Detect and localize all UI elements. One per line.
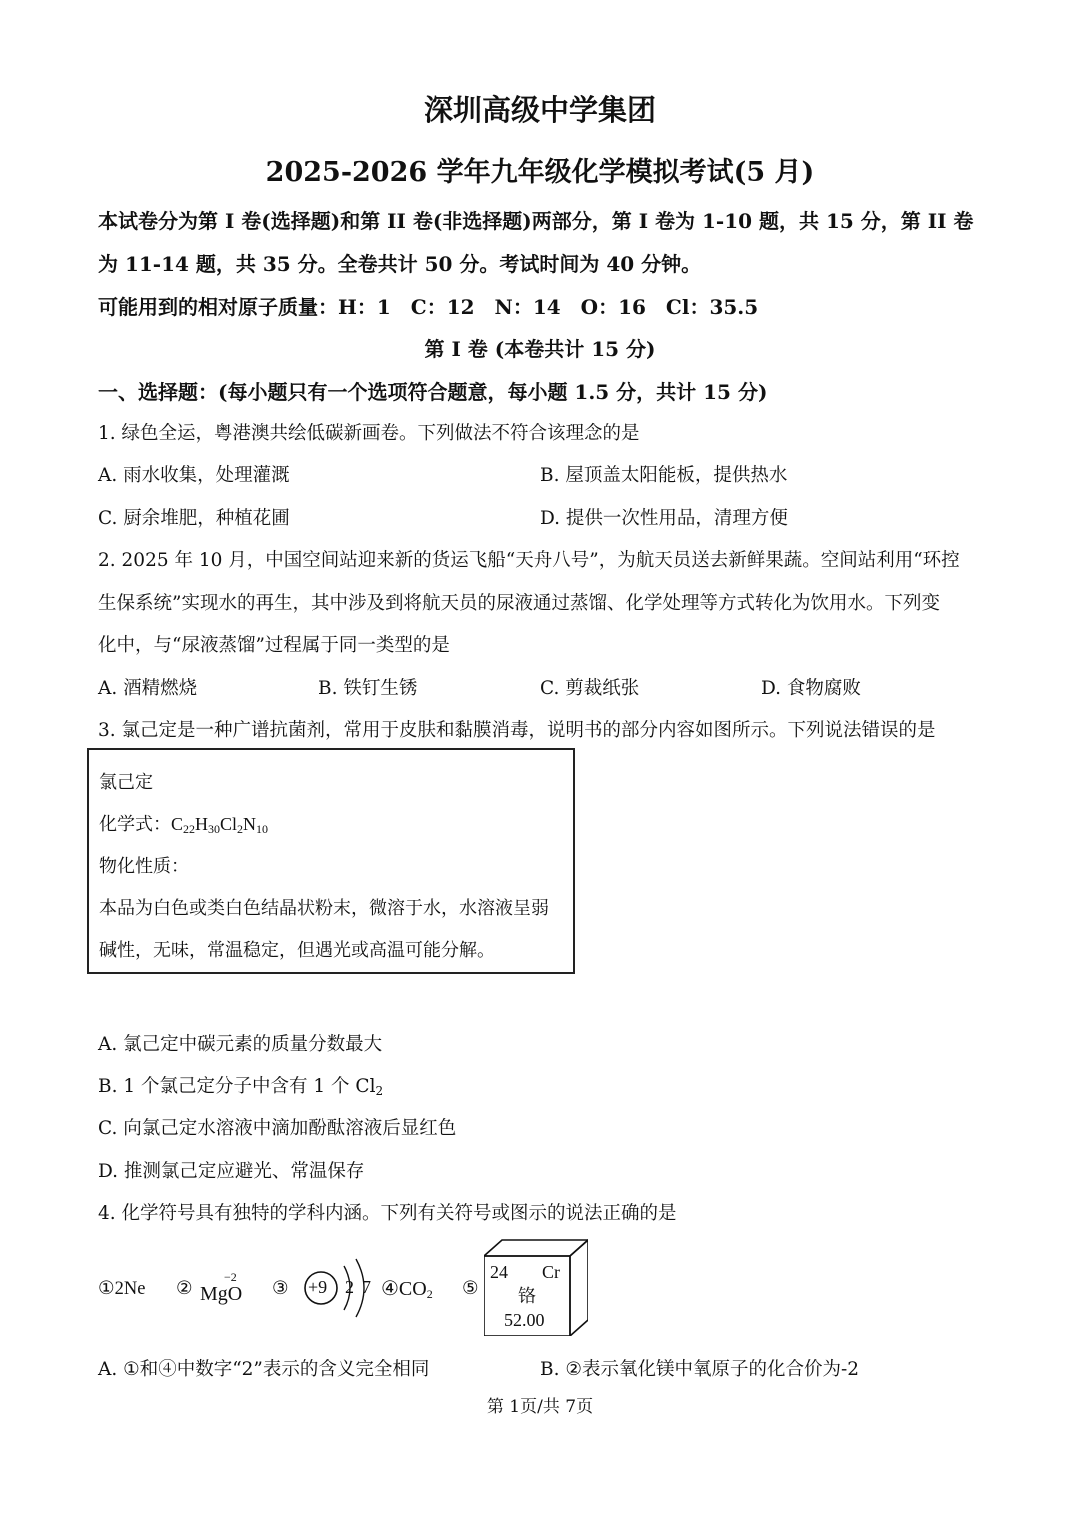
q3-box-props-line-1: 本品为白色或类白色结晶状粉末，微溶于水，水溶液呈弱 [99,898,549,919]
element-symbol: Cr [542,1262,560,1282]
q4-symbol-5-mark: ⑤ [462,1278,479,1299]
page-footer: 第 1页/共 7页 [486,1397,594,1417]
q1-option-d: D. 提供一次性用品，清理方便 [540,508,788,529]
q4-symbol-4 [381,1276,433,1302]
q3-formula-n: N [243,814,257,834]
q4-shell-1-electrons: 2 [345,1277,354,1297]
q3-formula-label: 化学式： [99,814,171,835]
q3-formula [171,814,268,834]
q1-option-a: A. 雨水收集，处理灌溉 [98,465,290,486]
atomic-mass-line: 可能用到的相对原子质量：H：1 C：12 N：14 O：16 Cl：35.5 [98,295,759,319]
q3-option-b [98,1072,383,1098]
q3-formula-n-n: 10 [256,822,269,836]
q3-formula-c-n: 22 [183,822,196,836]
intro-line-1: 本试卷分为第 I 卷(选择题)和第 II 卷(非选择题)两部分，第 I 卷为 1-10 题，共 15 分，第 II 卷 [98,209,974,233]
q2-option-d: D. 食物腐败 [761,678,861,699]
q4-shell-2-electrons: 7 [362,1277,371,1297]
section-heading: 一、选择题：(每小题只有一个选项符合题意，每小题 1.5 分，共计 15 分) [98,380,768,404]
q2-option-c: C. 剪裁纸张 [540,678,640,699]
q3-formula-cl: Cl [220,814,238,834]
intro-line-2: 为 11-14 题，共 35 分。全卷共计 50 分。考试时间为 40 分钟。 [98,252,702,276]
q4-symbol-2-formula: MgO [200,1283,243,1305]
q4-option-a: A. ①和④中数字“2”表示的含义完全相同 [98,1359,430,1380]
q2-line-2: 生保系统”实现水的再生，其中涉及到将航天员的尿液通过蒸馏、化学处理等方式转化为饮用水。下列变 [98,593,940,614]
q2-option-a: A. 酒精燃烧 [98,678,198,699]
q4-symbol-2-mark: ② [176,1278,193,1299]
q3-formula-c: C [171,814,184,834]
q4-valence-mark: −2 [224,1270,237,1284]
q2-option-b: B. 铁钉生锈 [318,678,418,699]
q3-option-b-text: B. 1 个氯己定分子中含有 1 个 Cl [98,1076,376,1097]
q4-symbol-4-sub: 2 [426,1287,433,1301]
q3-option-c: C. 向氯己定水溶液中滴加酚酞溶液后显红色 [98,1118,457,1139]
school-title: 深圳高级中学集团 [423,93,656,127]
q3-box-formula [99,810,268,837]
element-name: 铬 [518,1286,536,1307]
q3-box-props-label: 物化性质： [99,856,189,877]
q1-option-b: B. 屋顶盖太阳能板，提供热水 [540,465,788,486]
q3-formula-h-n: 30 [208,822,221,836]
q2-line-3: 化中，与“尿液蒸馏”过程属于同一类型的是 [98,635,450,656]
q3-option-a: A. 氯己定中碳元素的质量分数最大 [98,1034,383,1055]
q3-option-d: D. 推测氯己定应避光、常温保存 [98,1161,365,1182]
q3-info-box [87,748,575,974]
q4-nucleus-charge: +9 [308,1277,328,1297]
q3-option-b-sub: 2 [375,1084,384,1098]
q3-formula-cl-n: 2 [237,822,244,836]
section-title: 第 I 卷 (本卷共计 15 分) [424,337,656,361]
q2-line-1: 2. 2025 年 10 月，中国空间站迎来新的货运飞船“天舟八号”，为航天员送去新鲜果蔬。空间站利用“环控 [98,550,960,571]
q1-option-c: C. 厨余堆肥，种植花圃 [98,508,290,529]
q3-stem: 3. 氯己定是一种广谱抗菌剂，常用于皮肤和黏膜消毒，说明书的部分内容如图所示。下列说法错误的是 [98,720,936,741]
q4-option-b: B. ②表示氧化镁中氧原子的化合价为-2 [540,1359,859,1380]
q4-symbol-4-text: ④CO [381,1278,427,1300]
element-cell-chromium [484,1238,588,1336]
q4-symbol-1: ①2Ne [98,1279,146,1299]
q3-box-props-line-2: 碱性，无味，常温稳定，但遇光或高温可能分解。 [99,940,495,961]
element-number: 24 [490,1262,508,1282]
q3-box-name: 氯己定 [99,772,153,793]
q4-symbol-3-mark: ③ [272,1278,289,1299]
q4-stem: 4. 化学符号具有独特的学科内涵。下列有关符号或图示的说法正确的是 [98,1203,677,1224]
q3-formula-h: H [195,814,209,834]
element-mass: 52.00 [504,1310,545,1330]
exam-title: 2025-2026 学年九年级化学模拟考试(5 月) [265,157,815,188]
q1-stem: 1. 绿色全运，粤港澳共绘低碳新画卷。下列做法不符合该理念的是 [98,423,640,444]
